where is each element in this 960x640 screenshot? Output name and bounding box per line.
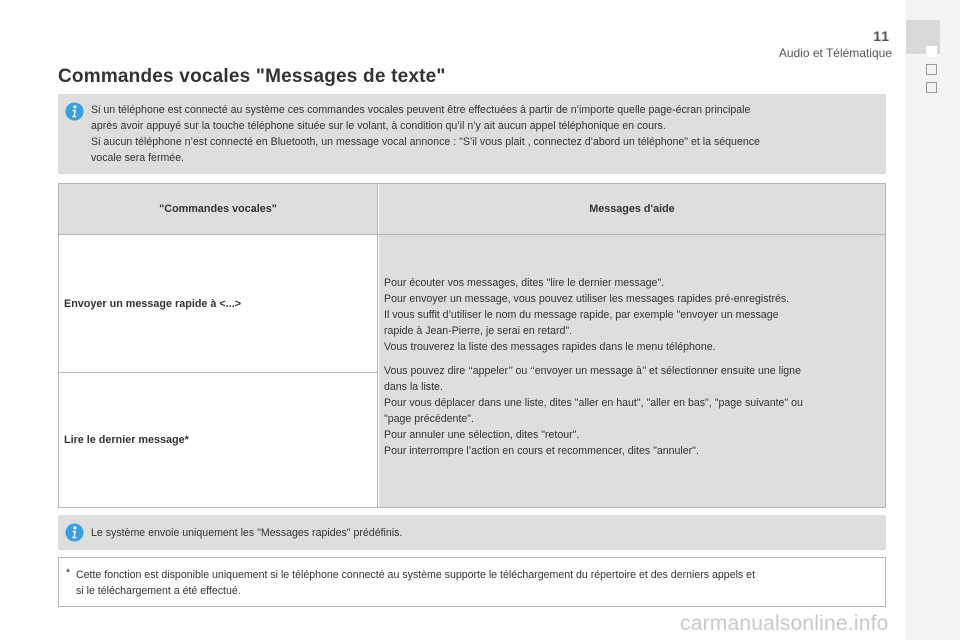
command-cell (59, 372, 378, 507)
help-paragraph (384, 275, 875, 355)
command-text: Lire le dernier message* (64, 434, 189, 446)
help-line: rapide à Jean-Pierre, je serai en retard". (384, 325, 573, 337)
info-box-top (58, 94, 886, 174)
footnote-line: Cette fonction est disponible uniquement si le téléphone connecté au système supporte le téléchargement du répertoire et des derniers appels et (76, 569, 756, 581)
info-text-line: après avoir appuyé sur la touche téléphone située sur le volant, à condition qu’il n’y ait aucun appel téléphonique en cours. (91, 120, 666, 132)
help-line: Pour vous déplacer dans une liste, dites "aller en haut", "aller en bas", "page suivante" ou (384, 397, 803, 409)
help-line: dans la liste. (384, 381, 443, 393)
help-line: Il vous suffit d’utiliser le nom du message rapide, par exemple "envoyer un message (384, 309, 779, 321)
footnote-line: si le téléchargement a été effectué. (76, 585, 241, 597)
right-margin-band (906, 0, 960, 640)
section-title: Audio et Télématique (778, 46, 892, 60)
help-line: "page précédente". (384, 413, 474, 425)
info-box-bottom (58, 515, 886, 550)
footnote-box (58, 557, 886, 607)
info-icon (65, 102, 84, 121)
info-text-line: vocale sera fermée. (91, 152, 185, 164)
help-line: Pour interrompre l’action en cours et recommencer, dites "annuler". (384, 445, 699, 457)
chapter-square-2 (926, 64, 937, 75)
watermark: carmanualsonline.info (680, 612, 889, 635)
help-line: Pour envoyer un message, vous pouvez utiliser les messages rapides pré-enregistrés. (384, 293, 790, 305)
help-line: Pour écouter vos messages, dites "lire le dernier message". (384, 277, 665, 289)
help-line: Pour annuler une sélection, dites "retour". (384, 429, 580, 441)
command-cell (59, 235, 378, 372)
info-text-line: Si un téléphone est connecté au système ces commandes vocales peuvent être effectuées à partir de n’importe quelle page-écran principale (91, 104, 751, 116)
page-number: 11 (873, 28, 890, 44)
help-messages-cell (379, 235, 885, 507)
info-text-line: Le système envoie uniquement les "Messages rapides" prédéfinis. (91, 527, 403, 539)
help-paragraph (384, 363, 875, 459)
info-text-line: Si aucun téléphone n’est connecté en Bluetooth, un message vocal annonce : "S’il vous plait , connectez d’abord un téléphone" et la séquence (91, 136, 760, 148)
page-title: Commandes vocales "Messages de texte" (58, 66, 446, 87)
command-text: Envoyer un message rapide à <...> (64, 297, 242, 310)
chapter-square-1 (926, 46, 937, 57)
footnote-star: * (66, 567, 71, 579)
info-icon (65, 523, 84, 542)
table-header-commands: "Commandes vocales" (59, 184, 378, 234)
voice-commands-table (58, 183, 886, 508)
help-line: Vous trouverez la liste des messages rapides dans le menu téléphone. (384, 341, 716, 353)
help-line: Vous pouvez dire ‘‘appeler’’ ou ‘‘envoyer un message à’’ et sélectionner ensuite une ligne (384, 365, 801, 377)
table-header-help: Messages d'aide (379, 184, 885, 234)
chapter-square-3 (926, 82, 937, 93)
